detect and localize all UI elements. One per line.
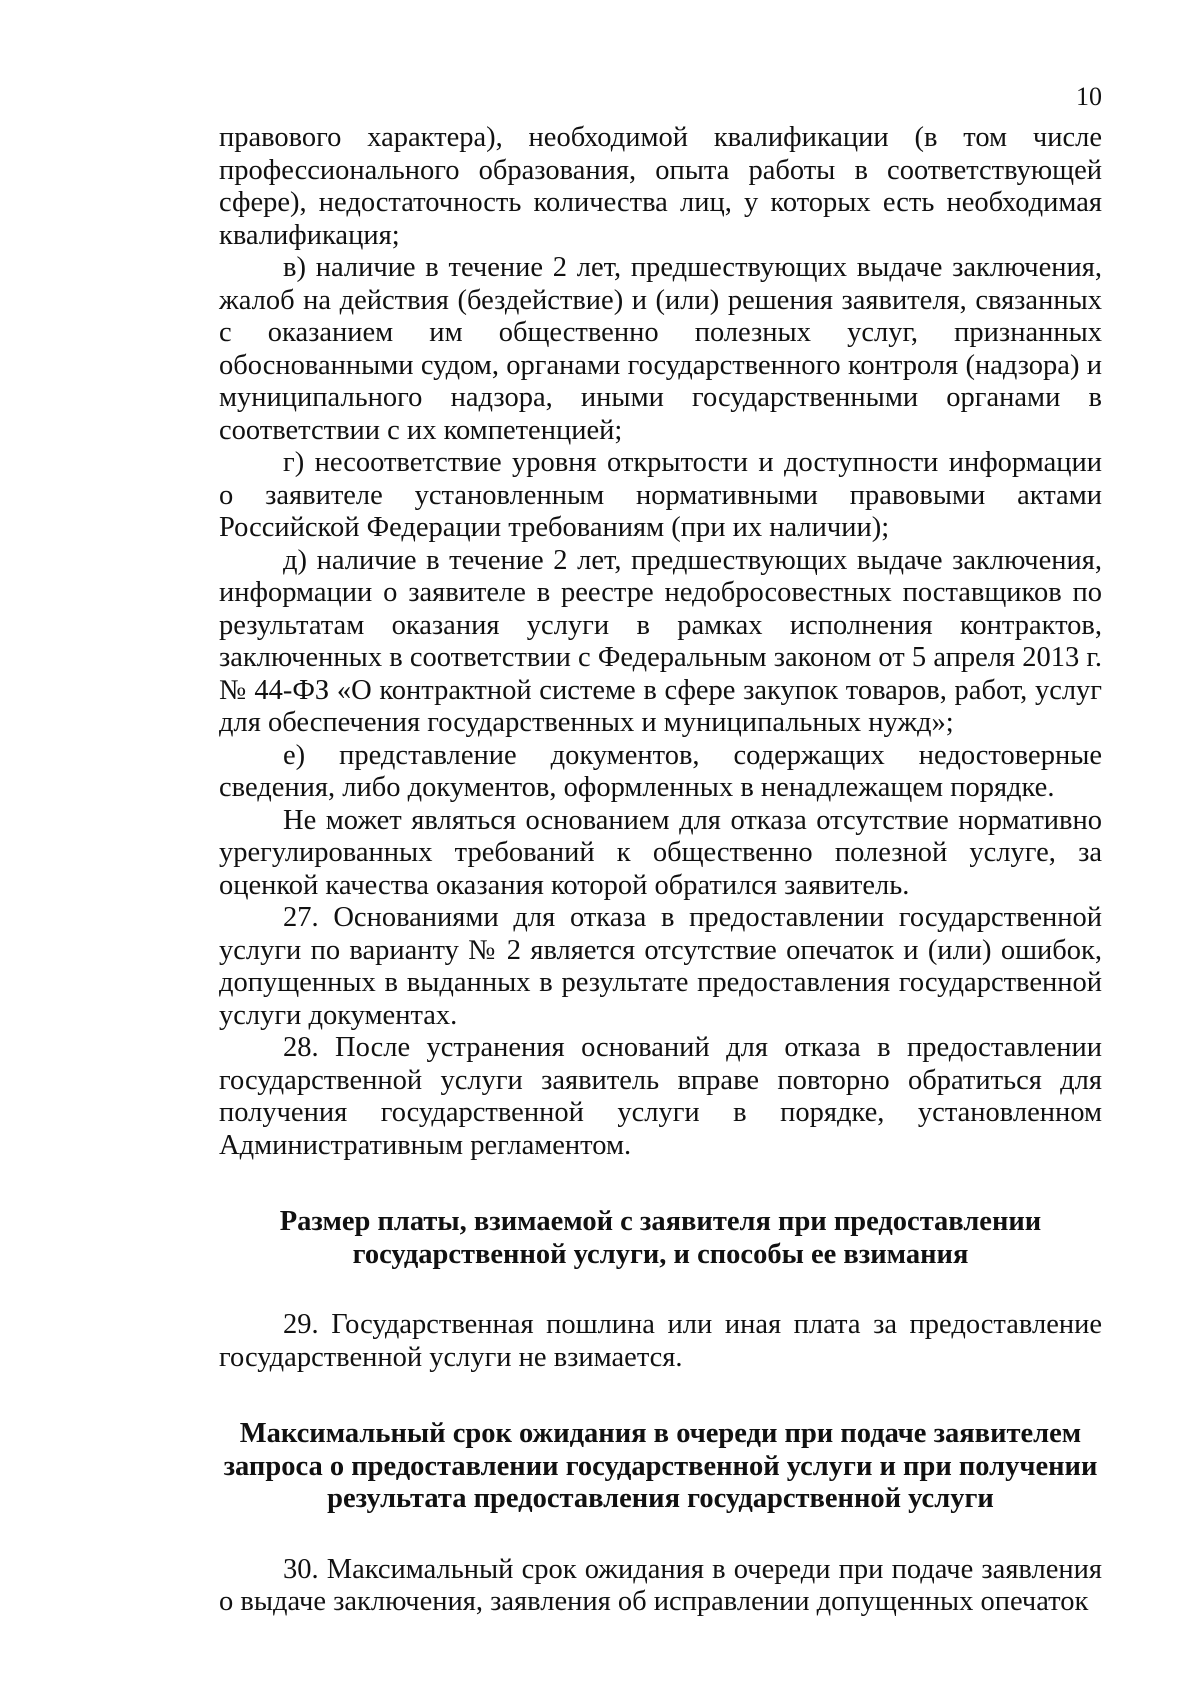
paragraph-28: 28. После устранения оснований для отказа в предоставлении государственной услуги заявитель вправе повторно обратиться для получения государственной услуги в порядке, установленном Административным регламентом. <box>219 1032 1102 1161</box>
paragraph-30: 30. Максимальный срок ожидания в очереди при подаче заявления о выдаче заключения, заявления об исправлении допущенных опечаток <box>219 1553 1102 1617</box>
paragraph-item-v: в) наличие в течение 2 лет, предшествующих выдаче заключения, жалоб на действия (бездействие) и (или) решения заявителя, связанных с оказанием им общественно полезных услуг, признанных обоснованными судом, органами государственного контроля (надзора) и муниципального надзора, иными государственными органами в соответствии с их компетенцией; <box>219 252 1102 446</box>
paragraph-item-e: е) представление документов, содержащих недостоверные сведения, либо документов, оформленных в ненадлежащем порядке. <box>219 739 1102 803</box>
paragraph-item-g: г) несоответствие уровня открытости и доступности информации о заявителе установленным нормативными правовыми актами Российской Федерации требованиям (при их наличии); <box>219 447 1102 543</box>
section-heading-fee: Размер платы, взимаемой с заявителя при предоставлении государственной услуги, и способы ее взимания <box>279 1206 1042 1270</box>
paragraph-27: 27. Основаниями для отказа в предоставлении государственной услуги по варианту № 2 является отсутствие опечаток и (или) ошибок, допущенных в выданных в результате предоставления государственной услуги документах. <box>219 902 1102 1031</box>
paragraph-item-d: д) наличие в течение 2 лет, предшествующих выдаче заключения, информации о заявителе в реестре недобросовестных поставщиков по результатам оказания услуги в рамках исполнения контрактов, заключенных в соответствии с Федеральным законом от 5 апреля 2013 г. № 44-ФЗ «О контрактной системе в сфере закупок товаров, работ, услуг для обеспечения государственных и муниципальных нужд»; <box>219 544 1102 738</box>
paragraph-continuation: правового характера), необходимой квалификации (в том числе профессионального образования, опыта работы в соответствующей сфере), недостаточность количества лиц, у которых есть необходимая квалификация; <box>219 122 1102 251</box>
section-heading-queue: Максимальный срок ожидания в очереди при подаче заявителем запроса о предоставлении государственной услуги и при получении результата предоставления государственной услуги <box>223 1418 1098 1514</box>
page-number: 10 <box>1076 82 1102 111</box>
document-body <box>219 122 1102 1619</box>
paragraph-29: 29. Государственная пошлина или иная плата за предоставление государственной услуги не взимается. <box>219 1309 1102 1373</box>
paragraph-not-grounds: Не может являться основанием для отказа отсутствие нормативно урегулированных требований к общественно полезной услуге, за оценкой качества оказания которой обратился заявитель. <box>219 804 1102 901</box>
